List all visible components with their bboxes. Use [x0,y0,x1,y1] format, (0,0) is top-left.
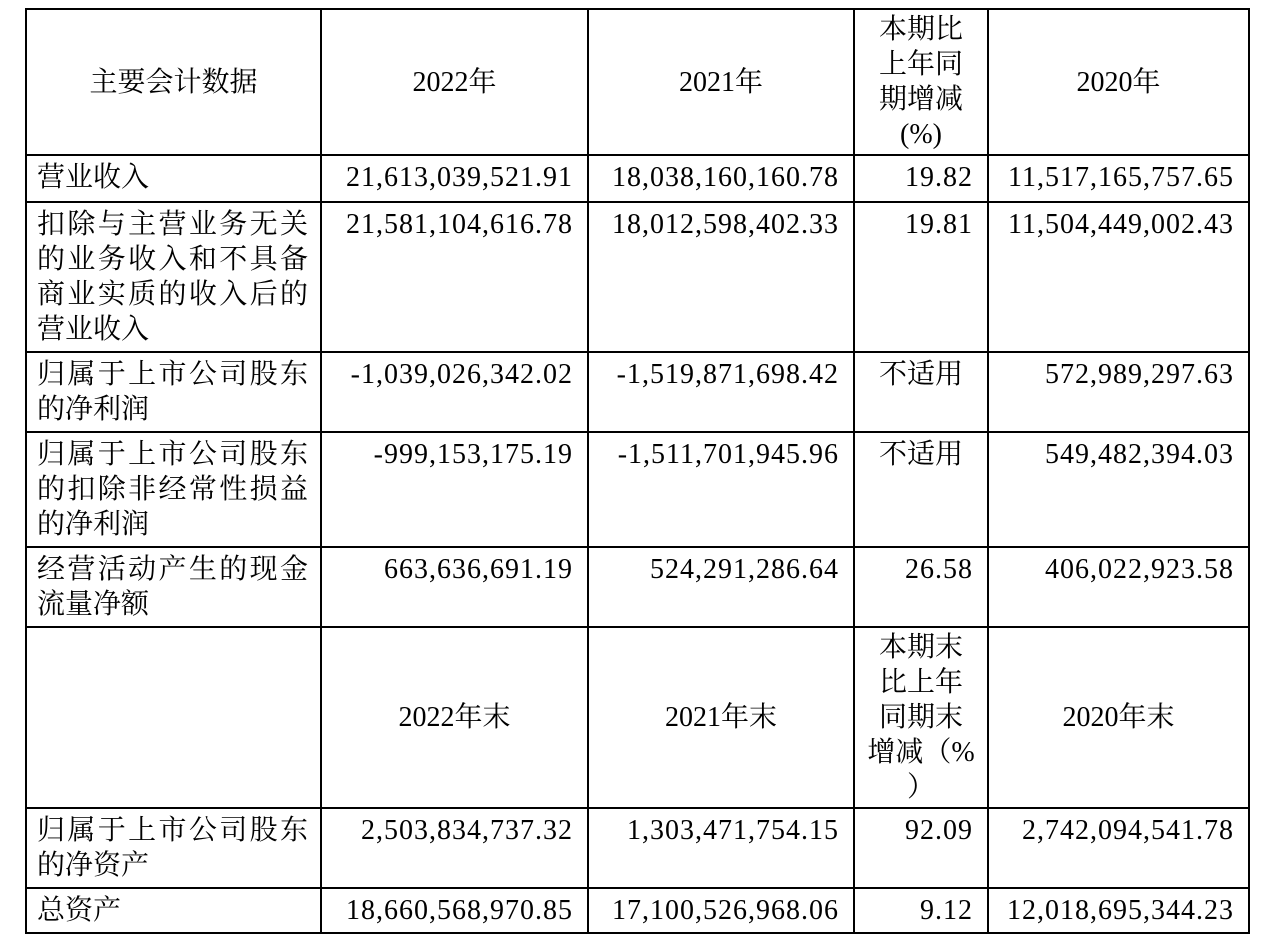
value-2022: 21,613,039,521.91 [321,155,588,202]
value-2020: 11,504,449,002.43 [988,202,1249,352]
value-2022: -999,153,175.19 [321,432,588,547]
header-end-2021: 2021年末 [588,627,854,808]
header-end-2020: 2020年末 [988,627,1249,808]
value-2021: 524,291,286.64 [588,547,854,627]
header-year-2022: 2022年 [321,9,588,155]
header-year-2020: 2020年 [988,9,1249,155]
header-main-accounting-data: 主要会计数据 [26,9,321,155]
header-year-2021: 2021年 [588,9,854,155]
value-2020: 549,482,394.03 [988,432,1249,547]
value-2022: -1,039,026,342.02 [321,352,588,432]
value-pct: 不适用 [854,352,988,432]
table-row-operating-revenue [26,155,1249,202]
value-2020: 12,018,695,344.23 [988,888,1249,933]
row-label: 归属于上市公司股东的扣除非经常性损益的净利润 [26,432,321,547]
row-label: 归属于上市公司股东的净资产 [26,808,321,888]
header-row-annual [26,9,1249,155]
row-label: 归属于上市公司股东的净利润 [26,352,321,432]
value-2022: 18,660,568,970.85 [321,888,588,933]
row-label: 扣除与主营业务无关的业务收入和不具备商业实质的收入后的营业收入 [26,202,321,352]
value-pct: 9.12 [854,888,988,933]
value-pct: 19.81 [854,202,988,352]
value-2020: 2,742,094,541.78 [988,808,1249,888]
value-2021: 18,012,598,402.33 [588,202,854,352]
value-2021: 1,303,471,754.15 [588,808,854,888]
header-row-end-of-period [26,627,1249,808]
value-2020: 572,989,297.63 [988,352,1249,432]
table-row-revenue-after-deduction [26,202,1249,352]
value-2022: 21,581,104,616.78 [321,202,588,352]
value-2022: 663,636,691.19 [321,547,588,627]
row-label: 总资产 [26,888,321,933]
row-label: 经营活动产生的现金流量净额 [26,547,321,627]
table-row-operating-cash-flow [26,547,1249,627]
value-pct: 19.82 [854,155,988,202]
value-2021: -1,511,701,945.96 [588,432,854,547]
value-pct: 92.09 [854,808,988,888]
value-2020: 406,022,923.58 [988,547,1249,627]
table-row-net-profit-excl-nonrecurring [26,432,1249,547]
value-pct: 26.58 [854,547,988,627]
value-2022: 2,503,834,737.32 [321,808,588,888]
value-2021: 18,038,160,160.78 [588,155,854,202]
table-row-net-profit-attributable [26,352,1249,432]
header-empty [26,627,321,808]
table-row-net-assets-attributable [26,808,1249,888]
row-label: 营业收入 [26,155,321,202]
value-2021: -1,519,871,698.42 [588,352,854,432]
table-row-total-assets [26,888,1249,933]
financial-summary-table [25,8,1250,934]
value-2021: 17,100,526,968.06 [588,888,854,933]
header-eop-change-pct: 本期末 比上年 同期末 增减（% ） [854,627,988,808]
header-end-2022: 2022年末 [321,627,588,808]
value-pct: 不适用 [854,432,988,547]
header-yoy-change-pct: 本期比 上年同 期增减 (%) [854,9,988,155]
value-2020: 11,517,165,757.65 [988,155,1249,202]
